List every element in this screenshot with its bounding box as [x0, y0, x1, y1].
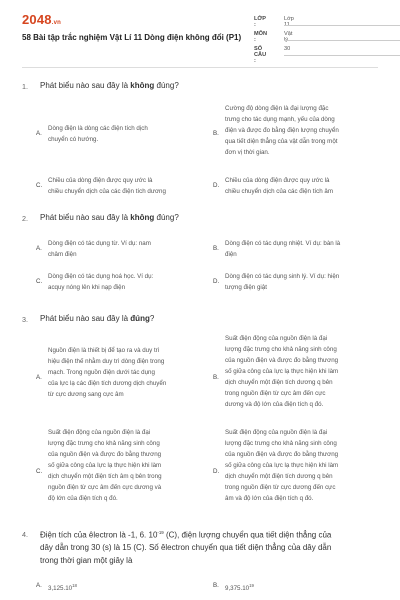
option-line: chuyển có hướng.	[48, 136, 99, 143]
option-text	[225, 580, 254, 594]
option-line: từ cực dương sang cực âm	[48, 391, 124, 398]
option-line: âm và độ lớn của điện tích q đó.	[225, 495, 314, 502]
option-line: acquy nóng lên khi nạp điện	[48, 284, 126, 291]
option-letter: D.	[213, 468, 220, 475]
option-text	[225, 103, 339, 158]
option-line: độ lớn của điện tích q đó.	[48, 495, 118, 502]
option-line: Chiều của dòng điện được quy ước là	[225, 177, 330, 184]
question-text	[40, 213, 179, 222]
option-line: Suất điện động của nguồn điện là đại	[48, 429, 151, 436]
option-letter: A.	[36, 245, 42, 252]
meta-subject-value: Vật lý	[284, 31, 293, 43]
question-text-part: đúng?	[154, 81, 179, 90]
option-line: mạch. Trong nguồn điện dưới tác dụng	[48, 369, 155, 376]
option-letter: A.	[36, 582, 42, 589]
question-number: 4.	[22, 530, 28, 539]
question-emphasis: không	[130, 81, 155, 90]
meta-grade-label: LỚP :	[254, 16, 266, 28]
meta-count-label: SỐ CÂU :	[254, 46, 267, 64]
question-number: 1.	[22, 82, 28, 91]
question-text-part: Phát biểu nào sau đây là	[40, 81, 131, 90]
option-text	[48, 238, 151, 260]
option-letter: A.	[36, 374, 42, 381]
option-line: của lực lạ các điện tích dương dịch chuyển	[48, 380, 167, 387]
meta-underline	[284, 40, 400, 41]
option-letter: C.	[36, 468, 43, 475]
question-text-part: (C), điện lượng chuyển qua tiết diện thẳng của	[163, 530, 332, 540]
question-text-part: ?	[149, 314, 155, 323]
option-line: Cường độ dòng điện là đại lượng đặc	[225, 105, 329, 112]
option-line: dịch chuyển một điện tích âm q bên trong	[48, 473, 162, 480]
meta-underline	[284, 25, 400, 26]
exponent: 19	[249, 583, 254, 588]
option-line: lượng đặc trưng cho khả năng sinh công	[225, 346, 337, 353]
option-text	[225, 238, 340, 260]
question-line	[40, 527, 385, 542]
option-text	[48, 271, 153, 293]
option-letter: D.	[213, 182, 220, 189]
option-line: của nguồn điện và được đo bằng thương	[225, 451, 339, 458]
option-line: của nguồn điện và được đo bằng thương	[48, 451, 162, 458]
option-line: trong nguồn điện từ cực âm đến cực	[225, 390, 326, 397]
option-line: Dòng điện có tác dụng hoá học. Ví dụ:	[48, 273, 154, 280]
option-line: đơn vị thời gian.	[225, 149, 270, 156]
option-line: Suất điện động của nguồn điện là đại	[225, 335, 328, 342]
option-line: dịch chuyển một điện tích dương q bên	[225, 379, 333, 386]
option-line: trưng cho tác dụng mạnh, yếu của dòng	[225, 116, 335, 123]
question-emphasis: đúng	[130, 314, 150, 323]
option-line: Dòng điện có tác dụng nhiệt. Ví dụ: bàn là	[225, 240, 341, 247]
question-line: dây dẫn trong 30 (s) là 15 (C). Số êlectron chuyển qua tiết diện thẳng của dây dẫn	[40, 543, 332, 553]
exponent: 18	[72, 583, 77, 588]
option-line: nguồn điện từ cực âm đến cực dương và	[48, 484, 162, 491]
option-line: Dòng điện có tác dụng từ. Ví dụ: nam	[48, 240, 151, 247]
option-text	[225, 271, 339, 293]
question-text	[40, 81, 179, 90]
option-letter: B.	[213, 245, 219, 252]
exponent: -19	[157, 530, 164, 535]
question-text-part: Phát biểu nào sau đây là	[40, 314, 131, 323]
option-line: tượng điện giật	[225, 284, 267, 291]
option-line: Suất điện động của nguồn điện là đại	[225, 429, 328, 436]
header-divider	[22, 67, 378, 68]
option-letter: D.	[213, 278, 220, 285]
option-text	[225, 333, 338, 410]
option-line: số giữa công của lực lạ thực hiện khi làm	[48, 462, 162, 469]
option-letter: A.	[36, 130, 42, 137]
option-letter: C.	[36, 182, 43, 189]
option-text	[48, 427, 162, 504]
option-line: châm điện	[48, 251, 77, 258]
option-line: Chiều của dòng điện được quy ước là	[48, 177, 153, 184]
question-number: 2.	[22, 214, 28, 223]
meta-count-value: 30	[284, 46, 291, 52]
option-line: Dòng điện có tác dụng sinh lý. Ví dụ: hiện	[225, 273, 340, 280]
option-text	[48, 580, 77, 594]
question-text-part: Điện tích của êlectron là -1, 6. 10	[40, 530, 158, 540]
option-line: Dòng điện là dòng các điện tích dịch	[48, 125, 148, 132]
option-line: trong nguồn điện từ cực dương đến cực	[225, 484, 336, 491]
option-letter: C.	[36, 278, 43, 285]
option-text	[48, 123, 148, 145]
option-letter: B.	[213, 374, 219, 381]
option-text	[48, 345, 166, 400]
option-letter: B.	[213, 130, 219, 137]
question-number: 3.	[22, 315, 28, 324]
meta-grade-value: Lớp 11	[284, 16, 294, 28]
option-line: số giữa công của lực lạ thực hiện khi làm	[225, 368, 339, 375]
logo-sub: .vn	[51, 20, 62, 26]
option-line: số giữa công của lực lạ thực hiện khi làm	[225, 462, 339, 469]
option-line: chiều chuyển dịch của các điện tích âm	[225, 188, 334, 195]
option-line: dịch chuyển một điện tích dương q bên	[225, 473, 333, 480]
page-header	[0, 0, 400, 66]
question-text	[40, 314, 154, 323]
question-text	[40, 527, 385, 567]
site-logo[interactable]	[22, 12, 61, 27]
option-line: lượng đặc trưng cho khả năng sinh công	[48, 440, 160, 447]
option-line: qua tiết diện thẳng của vật dẫn trong một	[225, 138, 338, 145]
option-value: 9,375.10	[225, 585, 250, 593]
option-letter: B.	[213, 582, 219, 589]
question-text-part: đúng?	[154, 213, 179, 222]
option-line: lượng đặc trưng cho khả năng sinh công	[225, 440, 337, 447]
option-line: dương và độ lớn của điện tích q đó.	[225, 401, 324, 408]
option-text	[225, 175, 333, 197]
question-line: trong thời gian một giây là	[40, 555, 133, 565]
question-text-part: Phát biểu nào sau đây là	[40, 213, 131, 222]
option-line: chiều chuyển dịch của các điện tích dương	[48, 188, 166, 195]
question-emphasis: không	[130, 213, 155, 222]
logo-main: 2048	[22, 12, 52, 27]
option-text	[48, 175, 166, 197]
option-line: của nguồn điện và được đo bằng thương	[225, 357, 339, 364]
option-value: 3,125.10	[48, 585, 73, 593]
option-line: hiệu điện thế nhằm duy trì dòng điện trong	[48, 358, 165, 365]
option-line: Nguồn điện là thiết bị để tạo ra và duy trì	[48, 347, 160, 354]
option-text	[225, 427, 338, 504]
document-title: 58 Bài tập trắc nghiệm Vật Lí 11 Dòng điện không đổi (P1)	[22, 33, 242, 42]
meta-subject-label: MÔN :	[254, 31, 268, 43]
option-line: điện và được đo bằng điện lượng chuyển	[225, 127, 339, 134]
option-line: điện	[225, 251, 237, 258]
meta-underline	[284, 55, 400, 56]
